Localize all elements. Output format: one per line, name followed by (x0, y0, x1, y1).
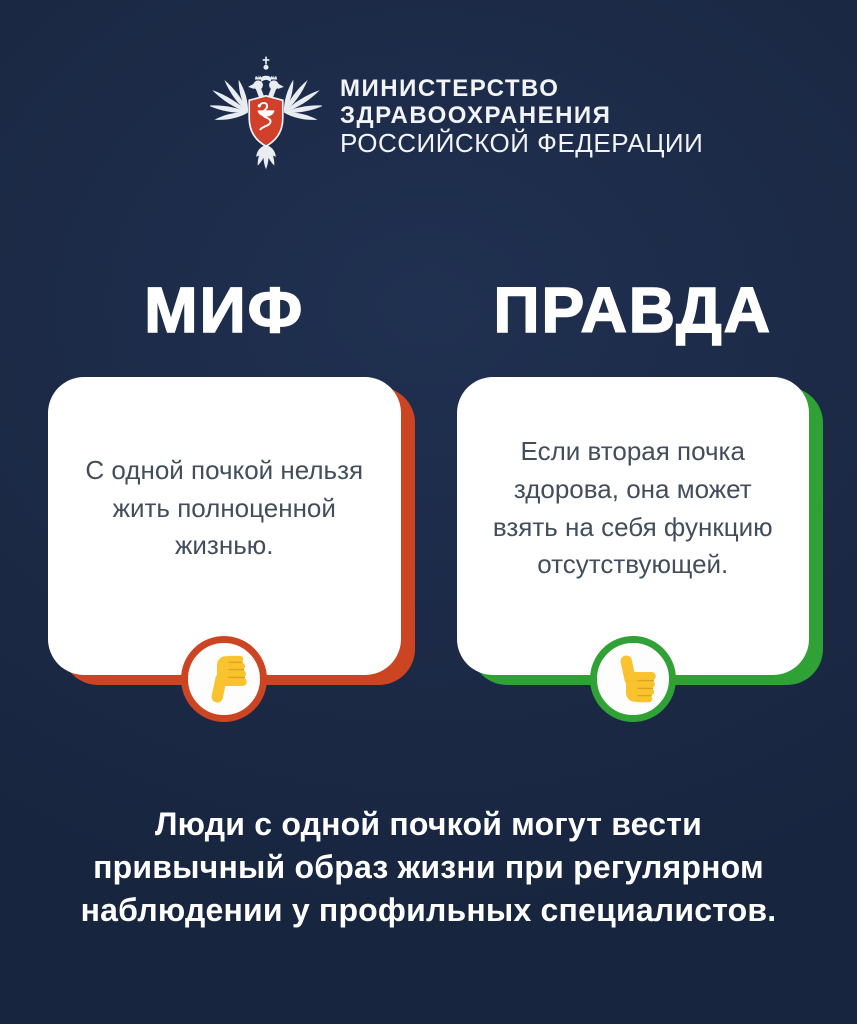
thumbs-down-icon (196, 651, 252, 707)
headings-row (0, 273, 857, 347)
footer-text: Люди с одной почкой могут вести привычный образ жизни при регулярном наблюдении у профильных специалистов. (80, 806, 777, 928)
ministry-header (0, 0, 857, 181)
ministry-name-line2: ЗДРАВООХРАНЕНИЯ (340, 101, 612, 129)
myth-card-face (48, 377, 401, 675)
myth-card-text: С одной почкой нельзя жить полноценной жизнью. (85, 454, 364, 561)
cards-row (0, 377, 857, 675)
thumbs-up-badge (590, 636, 676, 722)
ministry-name-line3: РОССИЙСКОЙ ФЕДЕРАЦИИ (340, 127, 704, 158)
footer (0, 803, 857, 932)
thumbs-down-badge (181, 636, 267, 722)
truth-card (457, 377, 810, 675)
myth-card (48, 377, 401, 675)
ministry-emblem-eagle-icon (210, 52, 322, 181)
truth-card-face (457, 377, 810, 675)
ministry-name (340, 75, 703, 159)
thumbs-up-icon (605, 651, 661, 707)
truth-card-text: Если вторая почка здорова, она может взять на себя функцию отсутствующей. (492, 436, 773, 580)
truth-heading: ПРАВДА (493, 274, 772, 346)
myth-heading: МИФ (144, 274, 305, 346)
ministry-name-line1: МИНИСТЕРСТВО (340, 74, 560, 102)
